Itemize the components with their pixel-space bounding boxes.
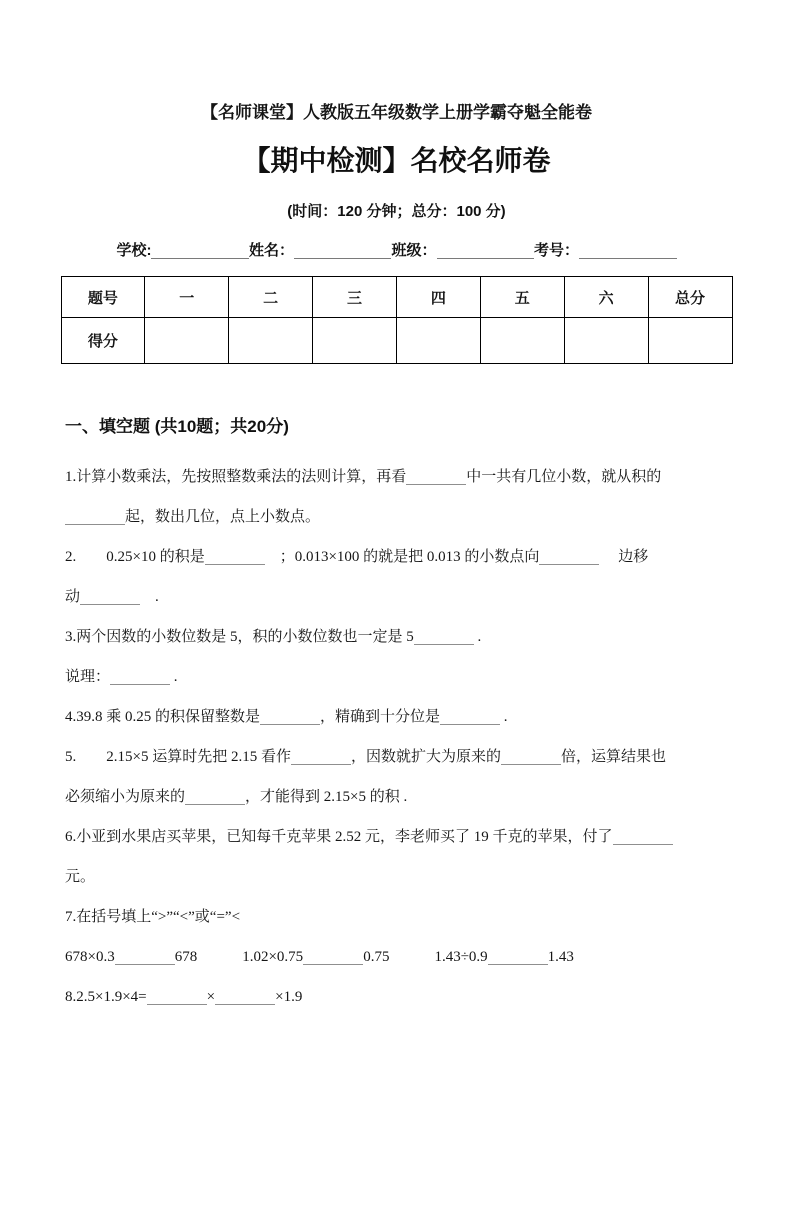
fill-in-questions [65,457,753,1017]
q6-line1: 6.小亚到水果店买苹果，已知每千克苹果 2.52 元，李老师买了 19 千克的苹果，付了 [65,817,753,857]
score-cell [564,318,648,364]
q2-line1: 2. 0.25×10 的积是 ；0.013×100 的就是把 0.013 的小数点向 边移 [65,549,649,565]
q6-line2: 元。 [65,869,96,885]
score-table-header-cell: 二 [229,277,313,318]
blank-underline [65,511,125,525]
q8-line: 8.2.5×1.9×4= × ×1.9 [65,989,303,1005]
score-table-header-cell: 四 [397,277,481,318]
series-title: 【名师课堂】人教版五年级数学上册学霸夺魁全能卷 [201,103,592,122]
score-cell [313,318,397,364]
blank-underline [260,711,320,725]
score-table-header-cell: 总分 [648,277,732,318]
blank-underline [151,245,249,259]
blank-underline [294,245,392,259]
exam-time-score-info: (时间：120 分钟；总分：100 分) [287,203,506,220]
blank-underline [110,671,170,685]
q1-line1: 1.计算小数乘法，先按照整数乘法的法则计算，再看 中一共有几位小数，就从积的 [65,469,662,485]
score-cell [145,318,229,364]
blank-underline [437,245,535,259]
q5-line1: 5. 2.15×5 运算时先把 2.15 看作 ，因数就扩大为原来的 倍，运算结果也 [65,749,666,765]
blank-underline [205,551,265,565]
blank-underline [185,791,245,805]
score-cell [229,318,313,364]
blank-underline [501,751,561,765]
blank-underline [440,711,500,725]
score-cell [480,318,564,364]
q2-line2: 动 . [65,589,159,605]
score-table-header-cell: 五 [480,277,564,318]
q4-line: 4.39.8 乘 0.25 的积保留整数是 ，精确到十分位是 . [65,709,508,725]
blank-underline [613,831,673,845]
blank-underline [147,991,207,1005]
section-title-fill-in: 一、填空题 (共10题；共20分) [65,417,289,436]
score-table-header-cell: 六 [564,277,648,318]
score-table-header-cell: 三 [313,277,397,318]
q7-line: 7.在括号填上“>”“<”或“=”< [65,909,241,925]
blank-underline [539,551,599,565]
blank-underline [115,951,175,965]
q3-reason-line: 说理： . [65,669,178,685]
blank-underline [80,591,140,605]
score-cell [648,318,732,364]
score-table-header-cell: 一 [145,277,229,318]
blank-underline [488,951,548,965]
q7-comparisons-line: 678×0.3 678 1.02×0.75 0.75 1.43÷0.9 1.43 [65,949,574,965]
score-table-score-row [61,318,732,364]
blank-underline [579,245,677,259]
page-title: 【期中检测】名校名师卷 [242,145,551,176]
score-table-header-row [61,277,732,318]
blank-underline [291,751,351,765]
score-table-header-cell: 题号 [61,277,145,318]
blank-underline [215,991,275,1005]
blank-underline [406,471,466,485]
exam-paper-page [0,102,793,1224]
blank-underline [414,631,474,645]
q5-line2: 必须缩小为原来的 ，才能得到 2.15×5 的积 . [65,789,408,805]
blank-underline [303,951,363,965]
q3-line: 3.两个因数的小数位数是 5，积的小数位数也一定是 5 . [65,629,482,645]
score-table [61,276,733,364]
score-row-label: 得分 [61,318,145,364]
q1-line2: 起，数出几位，点上小数点。 [65,497,753,537]
student-info-row: 学校: 姓名： 班级： 考号： [0,240,793,262]
score-cell [397,318,481,364]
